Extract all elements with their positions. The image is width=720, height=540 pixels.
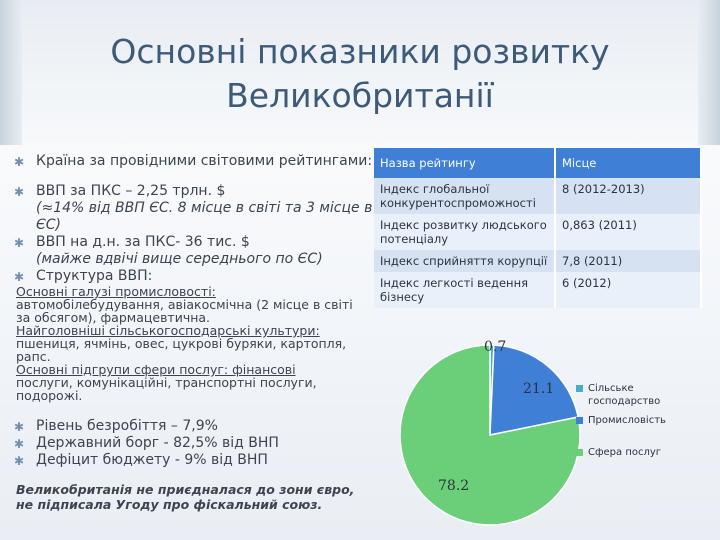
bullet-gdp-structure: ✱ Структура ВВП: [14, 268, 153, 284]
legend-item-services: Сфера послуг [576, 446, 706, 459]
rating-place: 0,863 (2011) [555, 214, 701, 250]
legend-swatch [576, 417, 583, 424]
rating-name: Індекс сприйняття корупції [374, 250, 555, 272]
bullet-unemployment: ✱ Рівень безробіття – 7,9% [14, 418, 218, 434]
asterisk-bullet-icon: ✱ [14, 420, 25, 434]
conclusion-line-2: не підписала Угоду про фіскальний союз. [16, 497, 323, 512]
agriculture-heading: Найголовніші сільськогосподарські культури: [16, 323, 320, 338]
title-line-1: Основні показники розвитку [110, 32, 610, 71]
legend-swatch [576, 385, 583, 392]
asterisk-bullet-icon: ✱ [14, 155, 25, 169]
gdp-note: (≈14% від ВВП ЄС. 8 місце в світі та 3 місце в [36, 200, 373, 216]
title-line-2: Великобританії [226, 76, 494, 115]
bullet-public-debt: ✱ Державний борг - 82,5% від ВНП [14, 435, 279, 451]
agriculture-text: пшениця, ячмінь, овес, цукрові буряки, картопля, [16, 336, 347, 351]
industry-text: автомобілебудування, авіакосмічна (2 місце в світі [16, 297, 353, 312]
header-rating-name: Назва рейтингу [374, 148, 555, 178]
services-text: послуги, комунікаційні, транспортні послуги, [16, 375, 317, 390]
gdp-per-capita-note: (майже вдвічі вище середнього по ЄС) [36, 251, 323, 267]
rating-name: Індекс глобальної конкурентоспроможності [374, 178, 555, 214]
decorative-bar-left [0, 0, 22, 145]
bullet-rankings: ✱ Країна за провідними світовими рейтингами: [14, 153, 373, 169]
data-label: 78.2 [438, 478, 470, 494]
ratings-table [374, 148, 702, 308]
asterisk-bullet-icon: ✱ [14, 454, 25, 468]
rating-place: 8 (2012-2013) [555, 178, 701, 214]
bullet-budget-deficit: ✱ Дефіцит бюджету - 9% від ВНП [14, 452, 268, 468]
table-row [374, 214, 701, 250]
asterisk-bullet-icon: ✱ [14, 185, 25, 199]
table-header-row [374, 148, 701, 178]
asterisk-bullet-icon: ✱ [14, 236, 25, 250]
rating-name: Індекс легкості ведення бізнесу [374, 272, 555, 308]
table-row [374, 250, 701, 272]
services-heading: Основні підгрупи сфери послуг: фінансові [16, 362, 296, 377]
agriculture-text-2: рапс. [16, 349, 51, 364]
rating-place: 6 (2012) [555, 272, 701, 308]
legend-item-industry: Промисловість [576, 414, 706, 427]
conclusion-line-1: Великобританія не приєдналася до зони євро, [16, 482, 355, 497]
table-row [374, 178, 701, 214]
industry-heading: Основні галузі промисловості: [16, 284, 216, 299]
legend-item-agriculture: Сільське господарство [576, 382, 706, 408]
industry-text-2: за обсягом), фармацевтична. [16, 310, 211, 325]
services-text-2: подорожі. [16, 388, 83, 403]
legend-swatch [576, 449, 583, 456]
header-place: Місце [555, 148, 701, 178]
decorative-bar-right [698, 0, 720, 145]
asterisk-bullet-icon: ✱ [14, 437, 25, 451]
data-label: 0.7 [484, 339, 507, 355]
asterisk-bullet-icon: ✱ [14, 270, 25, 284]
gdp-note-2: ЄС) [36, 217, 62, 233]
bullet-gdp: ✱ ВВП за ПКС – 2,25 трлн. $ [14, 183, 226, 199]
gdp-structure-pie-chart [400, 335, 710, 535]
rating-place: 7,8 (2011) [555, 250, 701, 272]
rating-name: Індекс розвитку людського потенціалу [374, 214, 555, 250]
table-row [374, 272, 701, 308]
data-label: 21.1 [523, 381, 555, 397]
bullet-gdp-per-capita: ✱ ВВП на д.н. за ПКС- 36 тис. $ [14, 234, 250, 250]
slide-title [40, 30, 680, 118]
